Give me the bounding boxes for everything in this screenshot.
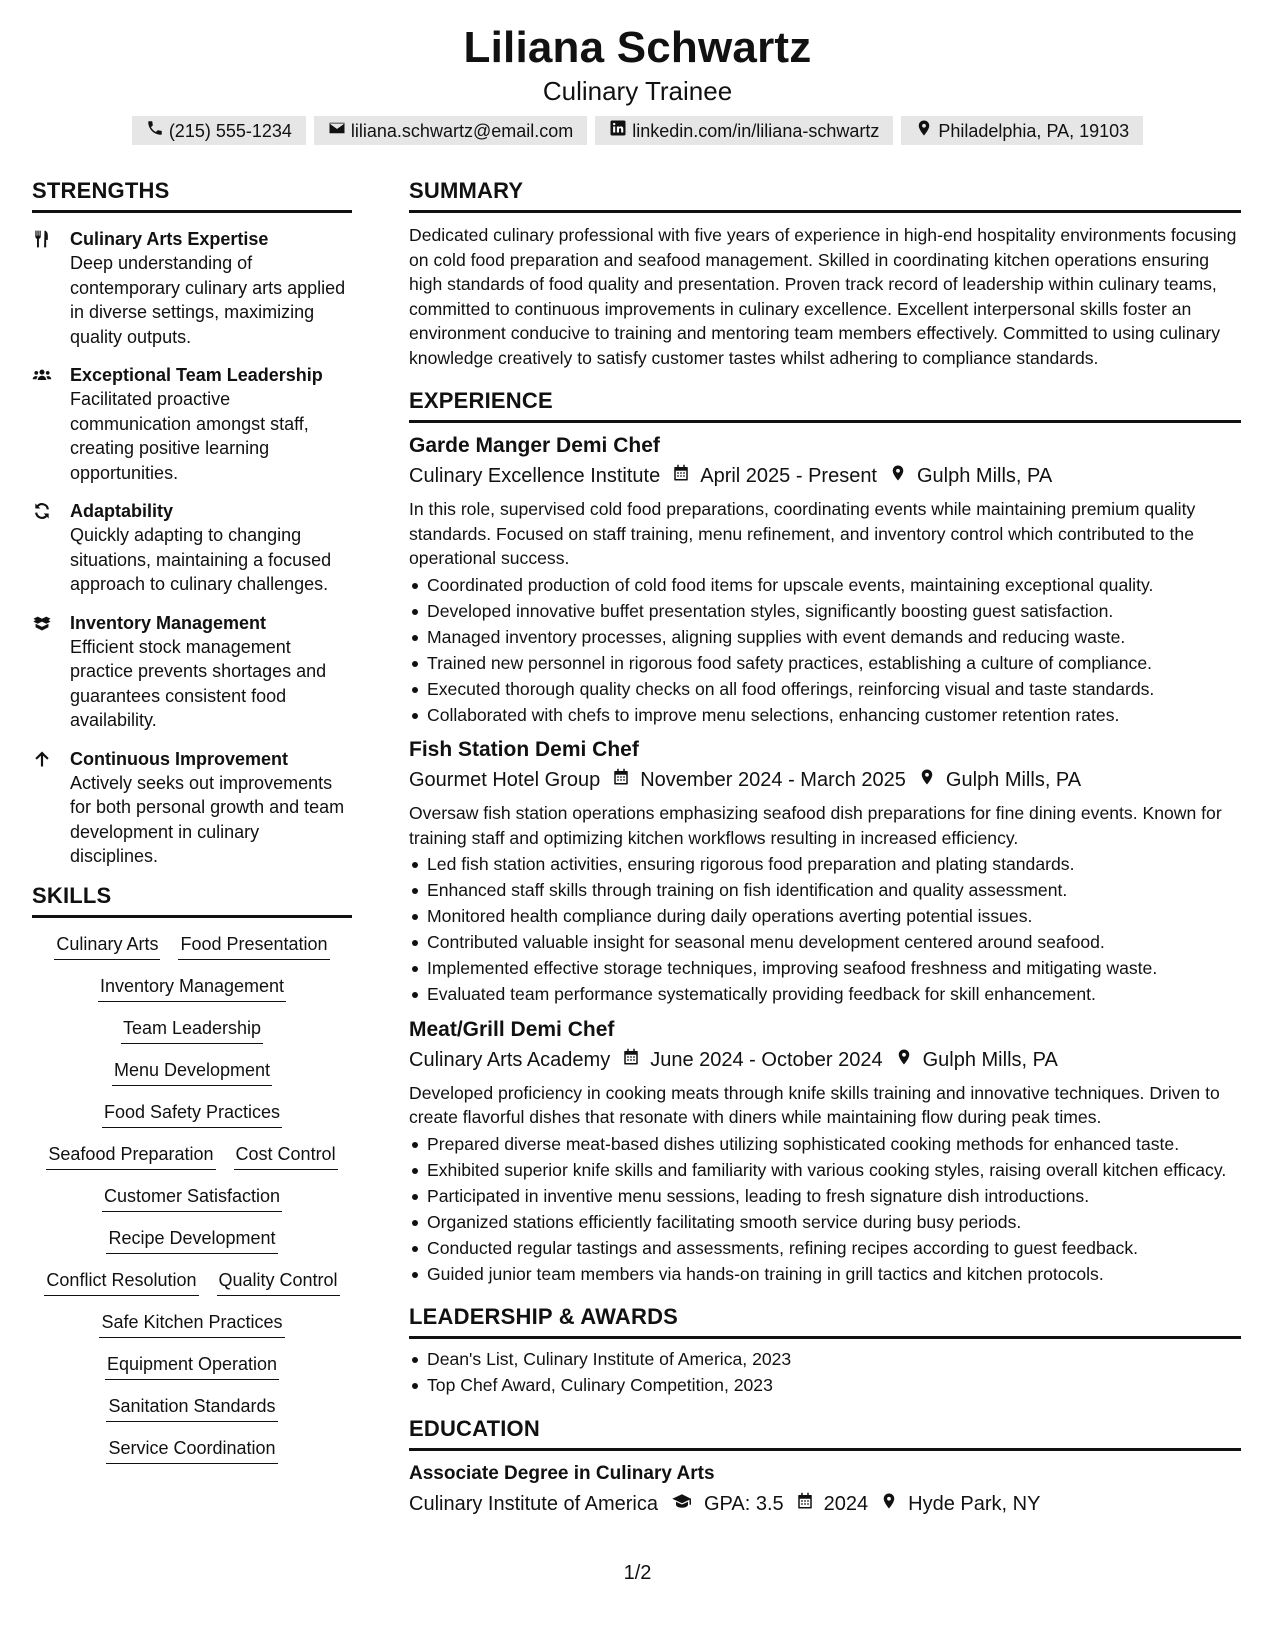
job-bullets	[409, 1132, 1241, 1287]
calendar-icon	[660, 463, 700, 489]
left-column	[32, 178, 352, 1517]
job-description: In this role, supervised cold food preparations, coordinating events while maintaining premium quality standards. Focused on staff training, menu refinement, and inventory control which contributed to the operational success.	[409, 499, 1196, 568]
strength-item	[32, 499, 352, 597]
candidate-name: Liliana Schwartz	[463, 23, 812, 72]
candidate-title: Culinary Trainee	[542, 76, 733, 106]
skill-tag: Service Coordination	[106, 1436, 277, 1464]
skill-tag: Customer Satisfaction	[102, 1184, 282, 1212]
job-dates: April 2025 - Present	[700, 465, 877, 487]
calendar-icon	[610, 1047, 650, 1073]
contact-location	[901, 116, 1143, 145]
location-pin-icon	[906, 767, 946, 793]
job-title: Fish Station Demi Chef	[409, 738, 639, 761]
education-meta	[409, 1491, 1241, 1517]
job-bullet: Exhibited superior knife skills and familiarity with various cooking styles, raising overall kitchen efficacy.	[409, 1158, 1241, 1183]
arrow-up-icon	[32, 747, 70, 869]
skill-tag: Menu Development	[112, 1058, 272, 1086]
skills-list	[32, 932, 352, 1478]
location-pin-icon	[868, 1491, 908, 1517]
summary-heading: SUMMARY	[409, 178, 1241, 213]
award-item: Dean's List, Culinary Institute of America, 2023	[409, 1347, 1241, 1372]
skill-tag: Team Leadership	[121, 1016, 263, 1044]
skill-tag: Culinary Arts	[54, 932, 160, 960]
job-bullet: Prepared diverse meat-based dishes utilizing sophisticated cooking methods for enhanced taste.	[409, 1132, 1241, 1157]
skill-tag: Quality Control	[217, 1268, 340, 1296]
job-dates: June 2024 - October 2024	[650, 1048, 883, 1071]
strength-item	[32, 227, 352, 349]
skill-tag: Recipe Development	[106, 1226, 277, 1254]
job-bullet: Trained new personnel in rigorous food safety practices, establishing a culture of compliance.	[409, 651, 1241, 676]
skills-heading: SKILLS	[32, 883, 352, 918]
award-item: Top Chef Award, Culinary Competition, 2023	[409, 1373, 1241, 1398]
phone-text: (215) 555-1234	[168, 120, 292, 141]
job-bullet: Collaborated with chefs to improve menu selections, enhancing customer retention rates.	[409, 703, 1241, 728]
location-pin-icon	[915, 119, 933, 142]
awards-heading: LEADERSHIP & AWARDS	[409, 1304, 1241, 1339]
phone-icon	[146, 119, 164, 142]
graduation-cap-icon	[658, 1491, 704, 1517]
strength-title: Inventory Management	[70, 612, 267, 633]
boxes-icon	[32, 611, 70, 733]
job-company: Culinary Excellence Institute	[409, 465, 661, 487]
job-bullets	[409, 852, 1241, 1007]
job-dates: November 2024 - March 2025	[640, 769, 906, 791]
strength-title: Culinary Arts Expertise	[70, 229, 269, 249]
job-company: Gourmet Hotel Group	[409, 769, 601, 791]
skill-tag: Inventory Management	[98, 974, 286, 1002]
experience-heading: EXPERIENCE	[409, 388, 1241, 423]
job-company: Culinary Arts Academy	[409, 1048, 611, 1071]
skill-tag: Food Safety Practices	[102, 1100, 282, 1128]
job-bullet: Implemented effective storage techniques, improving seafood freshness and mitigating waste.	[409, 956, 1241, 981]
job-meta	[409, 1047, 1241, 1073]
strength-item	[32, 611, 352, 733]
awards-list	[409, 1347, 1241, 1398]
contact-email[interactable]	[314, 116, 587, 145]
job-entry	[409, 737, 1241, 1007]
job-title: Garde Manger Demi Chef	[409, 434, 660, 457]
job-meta	[409, 463, 1241, 489]
skill-tag: Safe Kitchen Practices	[99, 1310, 284, 1338]
strength-title: Adaptability	[70, 501, 174, 521]
skill-tag: Equipment Operation	[105, 1352, 279, 1380]
job-entry	[409, 1017, 1241, 1287]
right-column	[409, 178, 1241, 1517]
job-entry	[409, 433, 1241, 727]
job-location: Gulph Mills, PA	[945, 769, 1082, 791]
job-bullet: Evaluated team performance systematically providing feedback for skill enhancement.	[409, 982, 1241, 1007]
contact-linkedin[interactable]	[595, 116, 893, 145]
job-location: Gulph Mills, PA	[922, 1048, 1058, 1071]
users-icon	[32, 363, 70, 485]
calendar-icon	[600, 767, 640, 793]
strength-desc: Quickly adapting to changing situations, maintaining a focused approach to culinary challenges.	[70, 525, 332, 594]
strength-desc: Facilitated proactive communication amongst staff, creating positive learning opportunities.	[70, 389, 309, 483]
job-location: Gulph Mills, PA	[917, 465, 1053, 487]
location-pin-icon	[883, 1047, 923, 1073]
job-bullet: Organized stations efficiently facilitating smooth service during busy periods.	[409, 1210, 1241, 1235]
job-meta	[409, 767, 1241, 793]
strength-title: Exceptional Team Leadership	[70, 365, 323, 385]
strength-item	[32, 747, 352, 869]
location-pin-icon	[877, 463, 917, 489]
school-location: Hyde Park, NY	[908, 1492, 1041, 1515]
gpa: GPA: 3.5	[704, 1492, 784, 1515]
job-bullet: Coordinated production of cold food items for upscale events, maintaining exceptional quality.	[409, 573, 1241, 598]
skill-tag: Conflict Resolution	[44, 1268, 198, 1296]
skill-tag: Food Presentation	[178, 932, 329, 960]
strength-item	[32, 363, 352, 485]
job-bullet: Participated in inventive menu sessions, leading to fresh signature dish introductions.	[409, 1184, 1241, 1209]
sync-icon	[32, 499, 70, 597]
envelope-icon	[328, 119, 346, 142]
skill-tag: Sanitation Standards	[106, 1394, 277, 1422]
degree-title: Associate Degree in Culinary Arts	[409, 1462, 715, 1484]
job-description: Developed proficiency in cooking meats through knife skills training and innovative techniques. Driven to create flavorful dishes that resonate with diners while maintaining flow during peak times.	[409, 1082, 1220, 1127]
job-bullet: Guided junior team members via hands-on training in grill tactics and kitchen protocols.	[409, 1262, 1241, 1287]
job-bullets	[409, 573, 1241, 728]
skill-tag: Seafood Preparation	[46, 1142, 215, 1170]
job-bullet: Led fish station activities, ensuring rigorous food preparation and plating standards.	[409, 852, 1241, 877]
job-bullet: Monitored health compliance during daily operations averting potential issues.	[409, 904, 1241, 929]
skill-tag: Cost Control	[234, 1142, 338, 1170]
email-text: liliana.schwartz@email.com	[350, 120, 574, 141]
education-heading: EDUCATION	[409, 1416, 1241, 1451]
strength-desc: Deep understanding of contemporary culinary arts applied in diverse settings, maximizing quality outputs.	[70, 253, 346, 347]
job-description: Oversaw fish station operations emphasizing seafood dish preparations for fine dining events. Known for training staff and optimizing kitchen workflows resulting in increased efficiency.	[409, 803, 1222, 848]
utensils-icon	[32, 227, 70, 349]
strength-title: Continuous Improvement	[70, 748, 289, 769]
contact-phone	[132, 116, 306, 145]
strength-desc: Efficient stock management practice prevents shortages and guarantees consistent food availability.	[70, 636, 327, 730]
job-title: Meat/Grill Demi Chef	[409, 1017, 615, 1041]
strengths-heading: STRENGTHS	[32, 178, 352, 213]
strength-desc: Actively seeks out improvements for both personal growth and team development in culinary disciplines.	[70, 772, 345, 866]
job-bullet: Enhanced staff skills through training on fish identification and quality assessment.	[409, 878, 1241, 903]
location-text: Philadelphia, PA, 19103	[938, 120, 1130, 141]
strengths-list	[32, 227, 352, 869]
job-bullet: Developed innovative buffet presentation styles, significantly boosting guest satisfaction.	[409, 599, 1241, 624]
school-name: Culinary Institute of America	[409, 1492, 658, 1515]
education-entry	[409, 1461, 1241, 1517]
resume-header	[0, 0, 1275, 145]
job-bullet: Contributed valuable insight for seasonal menu development centered around seafood.	[409, 930, 1241, 955]
summary-text: Dedicated culinary professional with five years of experience in high-end hospitality environments focusing on cold food preparation and seafood management. Skilled in coordinating kitchen operations ensuring high standards of food quality and presentation. Proven track record of leadership within culinary teams, committed to continuous improvements in culinary excellence. Excellent interpersonal skills foster an environment conducive to training and mentoring team members effectively. Committed to using culinary knowledge creatively to satisfy customer tastes whilst adhering to compliance standards.	[409, 225, 1237, 368]
page-number: 1/2	[623, 1562, 652, 1584]
linkedin-icon	[609, 119, 627, 142]
graduation-year: 2024	[823, 1492, 869, 1515]
linkedin-text: linkedin.com/in/liliana-schwartz	[632, 120, 880, 141]
job-bullet: Executed thorough quality checks on all food offerings, reinforcing visual and taste standards.	[409, 677, 1241, 702]
job-bullet: Managed inventory processes, aligning supplies with event demands and reducing waste.	[409, 625, 1241, 650]
calendar-icon	[784, 1491, 824, 1517]
contact-bar	[0, 116, 1275, 145]
job-bullet: Conducted regular tastings and assessments, refining recipes according to guest feedback.	[409, 1236, 1241, 1261]
